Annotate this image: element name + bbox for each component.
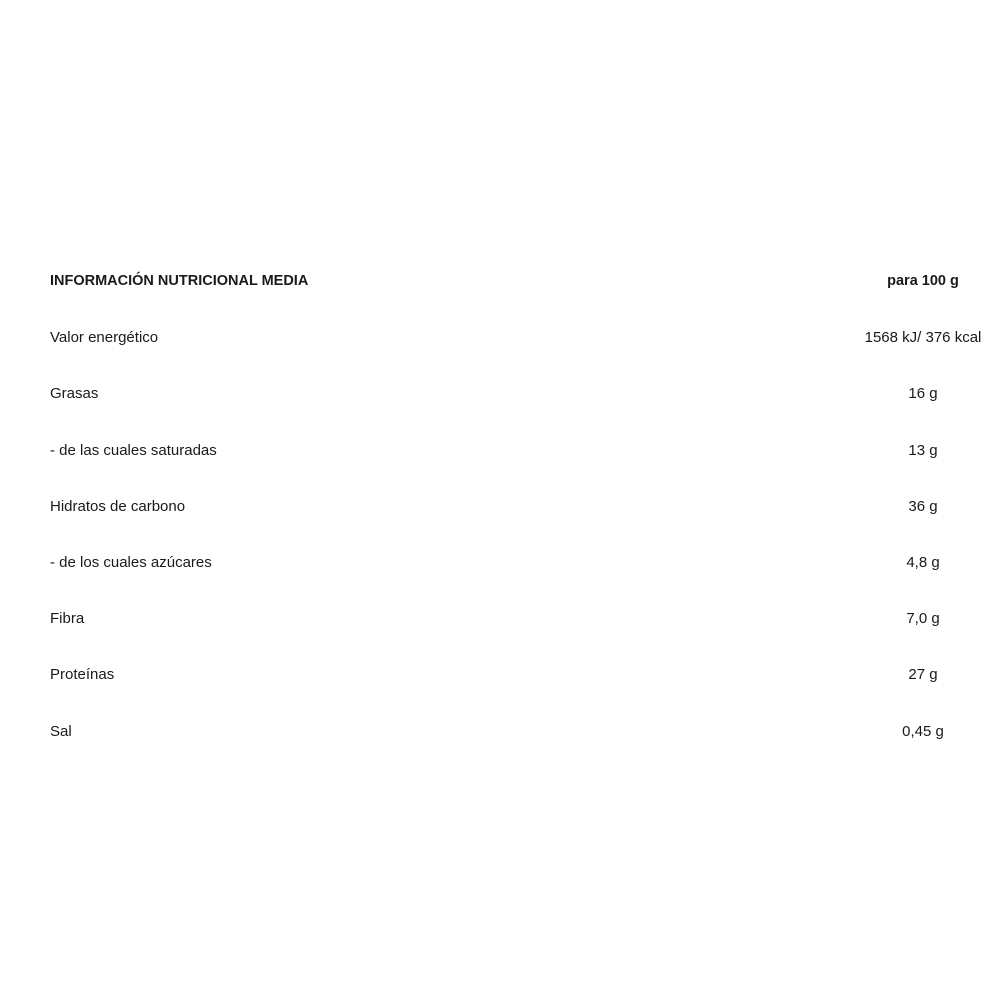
nutrient-value: 0,45 g [902,722,944,740]
nutrient-label: Fibra [50,610,85,628]
nutrient-label: - de los cuales azúcares [50,553,212,571]
nutrient-value: 7,0 g [906,610,940,628]
nutrient-value: 13 g [908,441,938,459]
table-row [0,549,1000,605]
table-row [0,718,1000,774]
nutrient-value: 4,8 g [906,553,940,571]
nutrient-value: 16 g [908,385,938,403]
table-row [0,324,1000,380]
nutrient-label: Grasas [50,385,99,403]
table-header-row [0,268,1000,324]
table-row [0,437,1000,493]
nutrient-value: 1568 kJ/ 376 kcal [864,329,982,347]
nutrient-label: Sal [50,722,72,740]
table-row [0,380,1000,436]
nutrient-label: - de las cuales saturadas [50,441,217,459]
table-row [0,493,1000,549]
column-header-per-100g: para 100 g [887,273,959,289]
nutrient-label: Hidratos de carbono [50,497,186,515]
nutrition-table [0,268,1000,774]
nutrient-label: Valor energético [50,329,159,347]
nutrient-value: 36 g [908,497,938,515]
nutrient-label: Proteínas [50,666,115,684]
table-title: INFORMACIÓN NUTRICIONAL MEDIA [50,273,309,289]
nutrient-value: 27 g [908,666,938,684]
table-row [0,605,1000,661]
table-row [0,661,1000,717]
